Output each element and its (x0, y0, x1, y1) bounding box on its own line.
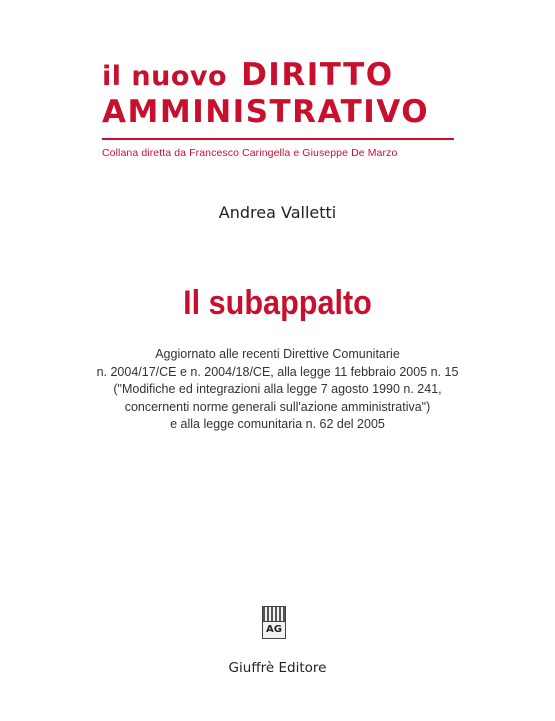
series-prefix: il nuovo (102, 61, 228, 92)
subtitle-line: e alla legge comunitaria n. 62 del 2005 (170, 417, 385, 431)
publisher-name: Giuffrè Editore (228, 660, 327, 676)
series-editors: Collana diretta da Francesco Caringella e Giuseppe De Marzo (102, 147, 398, 159)
series-header (102, 57, 462, 159)
subtitle-line: concernenti norme generali sull'azione amministrativa") (124, 399, 431, 414)
series-title-line2: AMMINISTRATIVO (102, 94, 430, 130)
series-divider (102, 138, 454, 140)
subtitle-line: n. 2004/17/CE e n. 2004/18/CE, alla legge 11 febbraio 2005 n. 15 (96, 364, 459, 379)
logo-text: AG (266, 624, 282, 635)
series-main-title: DIRITTO (241, 57, 394, 93)
author-name: Andrea Valletti (218, 203, 337, 222)
subtitle-line: ("Modifiche ed integrazioni alla legge 7 agosto 1990 n. 241, (113, 382, 442, 396)
book-subtitle (0, 346, 555, 434)
series-title-line1 (102, 57, 462, 93)
logo-pattern (263, 607, 285, 622)
publisher-logo-icon (262, 606, 286, 639)
book-title: Il subappalto (183, 284, 372, 322)
subtitle-line: Aggiornato alle recenti Direttive Comunitarie (155, 347, 400, 361)
